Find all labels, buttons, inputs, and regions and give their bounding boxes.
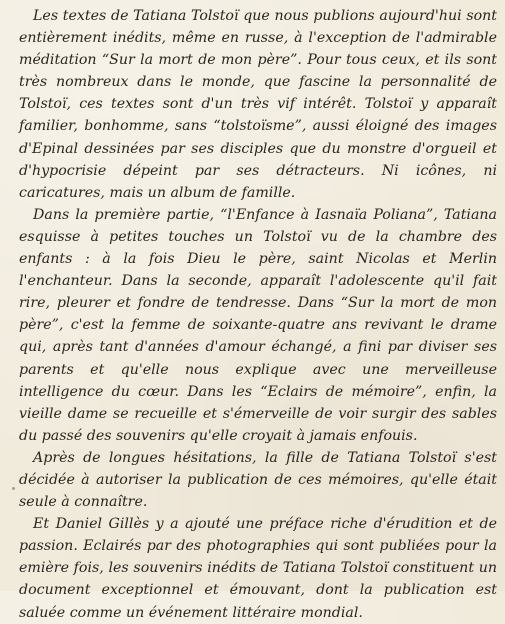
blurb-text bbox=[19, 5, 497, 624]
paragraph-contents: Dans la première partie, “l'Enfance à Iasnaïa Poliana”, Tatiana esquisse à petites touches un Tolstoï vu de la chambre des enfants : à la fois Dieu le père, saint Nicolas et Merlin l'enchanteur. Dans la seconde, apparaît l'adolescente qu'il fait rire, pleurer et fondre de tendresse. Dans “Sur la mort de mon père”, c'est la femme de soixante-quatre ans revivant le drame qui, après tant d'années d'amour échangé, a fini par diviser ses parents et qu'elle nous explique avec une merveilleuse intelligence du cœur. Dans les “Eclairs de mémoire”, enfin, la vieille dame se recueille et s'émerveille de voir surgir des sables du passé des souvenirs qu'elle croyait à jamais enfouis. bbox=[19, 206, 497, 444]
print-speck bbox=[12, 487, 15, 490]
paragraph-publication: Après de longues hésitations, la fille de Tatiana Tolstoï s'est décidée à autoriser la publication de ces mémoires, qu'elle était seule à connaître. bbox=[19, 449, 497, 511]
paragraph-intro: Les textes de Tatiana Tolstoï que nous publions aujourd'hui sont entièrement inédits, même en russe, à l'exception de l'admirable méditation “Sur la mort de mon père”. Pour tous ceux, et ils sont très nombreux dans le monde, que fascine la personnalité de Tolstoï, ces textes sont d'un très vif intérêt. Tolstoï y apparaît familier, bonhomme, sans “tolstoïsme”, aussi éloigné des images d'Epinal dessinées par ses disciples que du monstre d'orgueil et d'hypocrisie dépeint par ses détracteurs. Ni icônes, ni caricatures, mais un album de famille. bbox=[19, 8, 497, 201]
paragraph-preface: Et Daniel Gillès y a ajouté une préface riche d'érudition et de passion. Eclairés par des photographies qui sont publiées pour la emière fois, les souvenirs inédits de Tatiana Tolstoï constituent un document exceptionnel et émouvant, dont la publication est saluée comme un événement littéraire mondial. bbox=[19, 516, 497, 621]
